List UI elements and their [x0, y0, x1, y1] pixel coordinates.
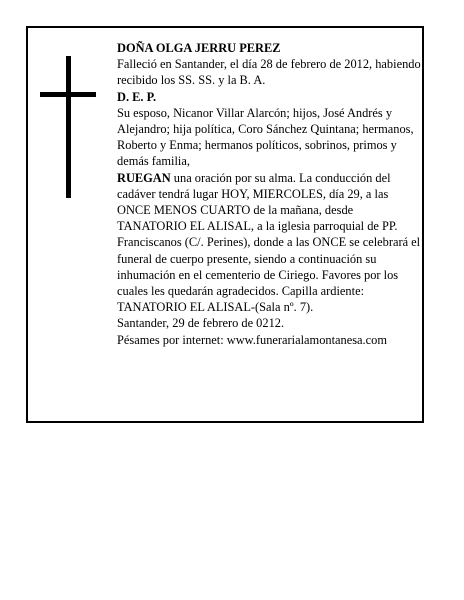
death-announcement: Falleció en Santander, el día 28 de febrero de 2012, habiendo recibido los SS. SS. y la B. A.	[117, 57, 421, 88]
obituary-notice	[26, 26, 424, 423]
request-text: una oración por su alma. La conducción del cadáver tendrá lugar HOY, MIERCOLES, día 29, a las ONCE MENOS CUARTO de la mañana, desde TANATORIO EL ALISAL, a la iglesia parroquial de PP. Franciscanos (C/. Perines), donde a las ONCE se celebrará el funeral de cuerpo presente, siendo a continuación su inhumación en el cementerio de Ciriego. Favores por los cuales les quedarán agradecidos. Capilla ardiente: TANATORIO EL ALISAL-(Sala nº. 7).	[117, 170, 421, 315]
family-list: Su esposo, Nicanor Villar Alarcón; hijos, José Andrés y Alejandro; hija política, Coro Sánchez Quintana; hermanos, Roberto y Enma; hermanos políticos, sobrinos, primos y demás familia,	[117, 105, 414, 169]
funeral-details	[117, 170, 423, 316]
notice-text	[117, 40, 423, 348]
condolences-line: Pésames por internet: www.funerarialamontanesa.com	[117, 332, 387, 347]
deceased-name: DOÑA OLGA JERRU PEREZ	[117, 41, 281, 55]
cross-horizontal-bar	[40, 92, 96, 97]
place-date: Santander, 29 de febrero de 0212.	[117, 316, 285, 331]
rip-heading: D. E. P.	[117, 89, 157, 104]
request-word: RUEGAN	[117, 170, 171, 185]
cross-icon	[40, 56, 96, 198]
cross-vertical-bar	[66, 56, 71, 198]
